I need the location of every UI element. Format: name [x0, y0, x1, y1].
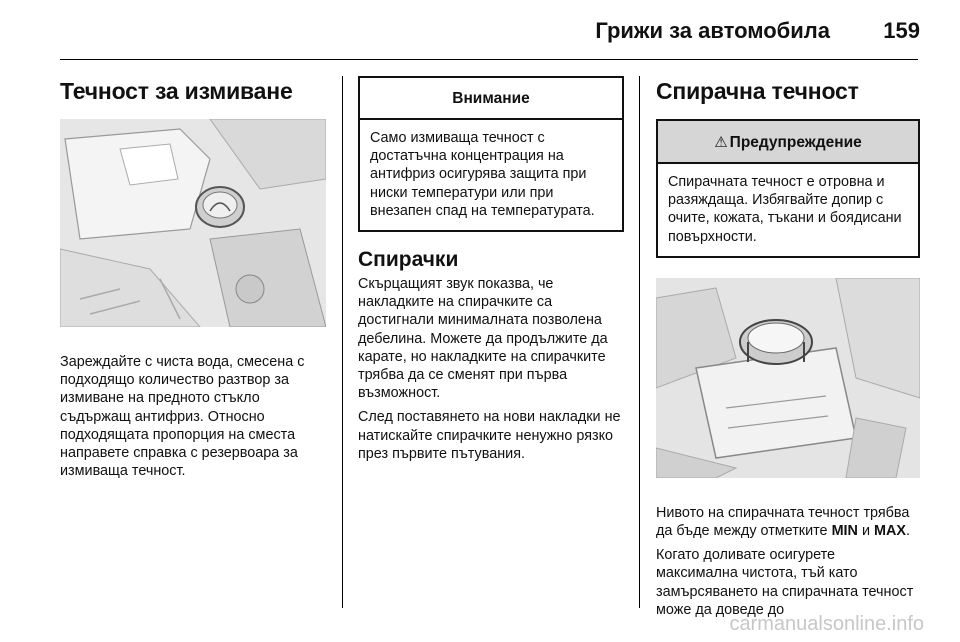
header-rule — [60, 59, 918, 60]
caution-box — [358, 76, 624, 232]
header-title: Грижи за автомобила — [595, 18, 830, 43]
warning-text: Спирачната течност е отровна и разяждаща. Избягвайте допир с очите, кожата, тъкани и боядисани повърхности. — [668, 174, 902, 245]
brake-fluid-paragraph: Когато доливате осигурете максимална чистота, тъй като замърсяването на спирачната течност може да доведе до — [656, 547, 914, 618]
caution-text: Само измиваща течност с достатъчна концентрация на антифриз осигурява защита при ниски температури или при внезапен спад на температурата. — [370, 130, 595, 219]
max-mark-label: MAX — [874, 523, 906, 540]
page-number: 159 — [883, 18, 920, 43]
and-word: и — [857, 523, 874, 540]
brakes-paragraph: След поставянето на нови накладки не натискайте спирачките ненужно рязко през първите пътувания. — [358, 409, 621, 462]
brakes-paragraph: Скърцащият звук показва, че накладките на спирачките са достигнали минималната позволена дебелина. Можете да продължите да карате, но накладките на спирачките трябва да се сменят при първа възможност. — [358, 276, 608, 402]
section-title-washer-fluid: Течност за измиване — [60, 78, 293, 104]
washer-reservoir-illustration — [60, 119, 326, 327]
level-text-end: . — [905, 523, 910, 540]
brakes-column — [358, 76, 624, 463]
brake-fluid-level-text — [656, 504, 920, 540]
washer-fluid-section — [60, 74, 326, 480]
section-title-brake-fluid: Спирачна течност — [656, 78, 859, 104]
washer-fluid-text: Зареждайте с чиста вода, смесена с подходящо количество разтвор за измиване на предното стъкло съдържащ антифриз. Относно подходящата пропорция на сместа направете справка с резервоара за измиваща течност. — [60, 354, 305, 480]
caution-title: Внимание — [360, 78, 622, 120]
washer-reservoir-drawing — [60, 119, 326, 327]
watermark: carmanualsonline.info — [729, 613, 924, 635]
warning-box — [656, 119, 920, 258]
min-mark-label: MIN — [831, 523, 858, 540]
brake-fluid-section — [656, 74, 920, 619]
section-title-brakes: Спирачки — [358, 248, 459, 272]
warning-triangle-icon: ⚠ — [714, 134, 728, 151]
brake-reservoir-drawing — [656, 278, 920, 478]
level-text-start: Нивото на спирачната течност трябва да бъде между отметките — [656, 504, 910, 540]
warning-title: Предупреждение — [729, 134, 862, 151]
brake-fluid-reservoir-illustration — [656, 278, 920, 478]
column-divider — [639, 76, 640, 608]
warning-header — [658, 121, 918, 164]
column-divider — [342, 76, 343, 608]
